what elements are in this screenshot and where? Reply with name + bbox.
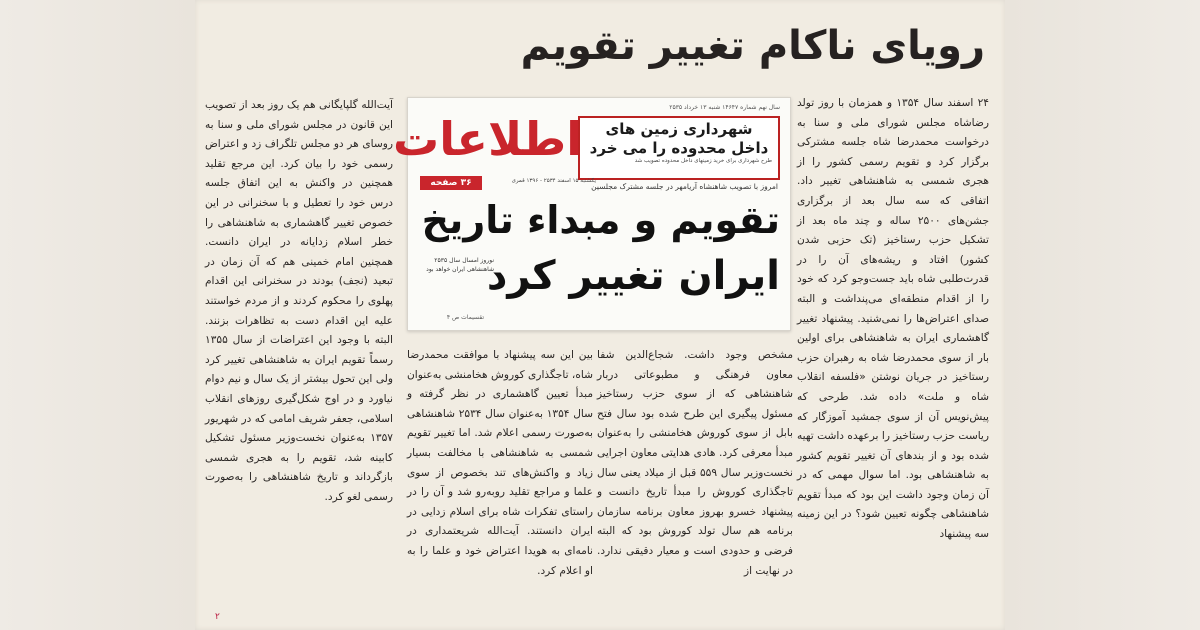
column-3-text: بین این سه پیشنهاد با موافقت محمدرضا شاه، تاجگذاری کوروش هخامنشی به‌عنوان مبدأ تعیین گاهشماری در نظر گرفته و سال ۱۳۵۴ به‌عنوان سال ۲۵۳۴ شاهنشاهی به‌صورت رسمی اعلام شد. اما تغییر تقویم شمسی به شاهنشاهی با مخالفت بسیار زیاد و واکنش‌های تند بخصوص از سوی علما و مراجع تقلید روبه‌رو شد و آن را در راستای تفکرات شاه برای اسلام زدایی در ایران دانستند. آیت‌الله شریعتمداری در نامه‌ای به هویدا اعتراض خود و علما را به او اعلام کرد.: [407, 349, 593, 577]
clipping-sub-headline-2: داخل محدوده را می خرد: [589, 139, 769, 157]
newspaper-clipping: [393, 97, 791, 331]
column-2-text: مشخص وجود داشت. شجاع‌الدین شفا معاون فرهنگی و مطبوعاتی دربار شاهنشاهی که از سوی حزب رستاخیز مسئول پیگیری این طرح شده بود سال فتح بابل از سوی کوروش هخامنشی را به‌عنوان مبدأ معرفی کرد. هادی هدایتی معاون اجرایی نخست‌وزیر سال ۵۵۹ قبل از میلاد یعنی سال تاجگذاری کوروش را مبدأ تاریخ دانست و پیشنهاد خسرو بهروز معاون برنامه سازمان برنامه هم سال تولد کوروش بود که البته فرضی و حدودی است و معیار دقیقی ندارد. در نهایت از: [597, 349, 793, 577]
left-margin: [0, 0, 195, 630]
magazine-page: [195, 0, 1005, 630]
newspaper-logo: اطلاعات: [393, 112, 582, 166]
text-column-1: [797, 94, 989, 624]
clipping-sub-body: طرح شهرداری برای خرید زمینهای داخل محدوده تصویب شد: [634, 158, 772, 164]
clipping-top-bar: سال نهم شماره ۱۴۶۴۷ شنبه ۱۳ خرداد ۲۵۳۵: [669, 104, 780, 111]
article-headline: رویای ناکام تغییر تقویم: [520, 23, 985, 69]
column-4-text: آیت‌الله گلپایگانی هم یک روز بعد از تصویب این قانون در مجلس شورای ملی و سنا به روسای هر دو مجلس تلگراف زد و اعتراض رسمی خود را بیان کرد. این مرجع تقلید همچنین در واکنش به این اتفاق جلسه درس خود را تعطیل و با سخنرانی در این خصوص تغییر گاهشماری به شاهنشاهی را خطر اسلام زدایانه در ایران دانست. همچنین امام خمینی هم که آن زمان در تبعید (نجف) بودند در سخنرانی این اقدام پهلوی را محکوم کردند و از مردم خواستند علیه این اقدام دست به تظاهرات بزنند. البته با وجود این اعتراضات از سال ۱۳۵۵ رسماً تقویم ایران به شاهنشاهی تغییر کرد ولی این تحول بیشتر از یک سال و نیم دوام نیاورد و در اوج شکل‌گیری روزهای انقلاب اسلامی، جعفر شریف امامی که در شهریور ۱۳۵۷ به‌عنوان نخست‌وزیر مسئول تشکیل کابینه شد، تقویم را به هجری شمسی بازگرداند و تاریخ شاهنشاهی را به‌صورت رسمی لغو کرد.: [205, 99, 393, 503]
pages-badge: ۳۶ صفحه: [420, 176, 482, 190]
clipping-date-line: یکشنبه ۱۵ اسفند ۲۵۳۴ - ۱۳۹۶ قمری: [511, 178, 596, 184]
text-column-2: [597, 346, 793, 626]
clipping-sub-story: [578, 116, 780, 180]
clipping-main-headline-2: ایران تغییر کرد: [486, 253, 780, 299]
page-folio: ۲: [215, 612, 220, 622]
right-margin: [1005, 0, 1200, 630]
text-column-4: [205, 96, 393, 621]
clipping-footnote: تقسیمات ص ۴: [446, 314, 484, 321]
clipping-sub-headline: [586, 120, 772, 158]
clipping-kicker: امروز با تصویب شاهنشاه آریامهر در جلسه مشترک مجلسین: [591, 182, 778, 191]
clipping-sub-headline-1: شهرداری زمین های: [605, 120, 753, 138]
clipping-main-headline-1: تقویم و مبداء تاریخ: [421, 198, 780, 242]
clipping-side-text: نوروز امسال سال ۲۵۳۵ شاهنشاهی ایران خواهد بود: [426, 257, 494, 273]
column-1-text: ۲۴ اسفند سال ۱۳۵۴ و همزمان با روز تولد رضاشاه مجلس شورای ملی و سنا به درخواست محمدرضا شاه جلسه مشترکی برگزار کرد و تقویم رسمی کشور را از هجری شمسی به شاهنشاهی تغییر داد. اتفاقی که سه سال بعد از برگزاری جشن‌های ۲۵۰۰ ساله و چند ماه بعد از تشکیل حزب رستاخیز (تک حزبی شدن کشور) افتاد و ریشه‌های آن را در قدرت‌طلبی شاه باید جست‌وجو کرد که خود را از اقدام منطقه‌ای می‌پنداشت و البته صدای اعتراض‌ها را نمی‌شنید. پیشنهاد تغییر گاهشماری ایران به شاهنشاهی برای اولین بار از سوی محمدرضا شاه به رهبران حزب رستاخیز در جریان نوشتن «فلسفه انقلاب شاه و ملت» داده شد. طرحی که پیش‌نویس آن از سوی جمشید آموزگار که ریاست حزب رستاخیز را برعهده داشت تهیه شده بود و از بندهای آن تغییر تقویم کشور به شاهنشاهی بود. اما سوال مهمی که در آن زمان وجود داشت این بود که مبدأ تقویم شاهنشاهی چگونه تعیین شود؟ در این زمینه سه پیشنهاد: [797, 97, 989, 541]
text-column-3: [407, 346, 593, 626]
